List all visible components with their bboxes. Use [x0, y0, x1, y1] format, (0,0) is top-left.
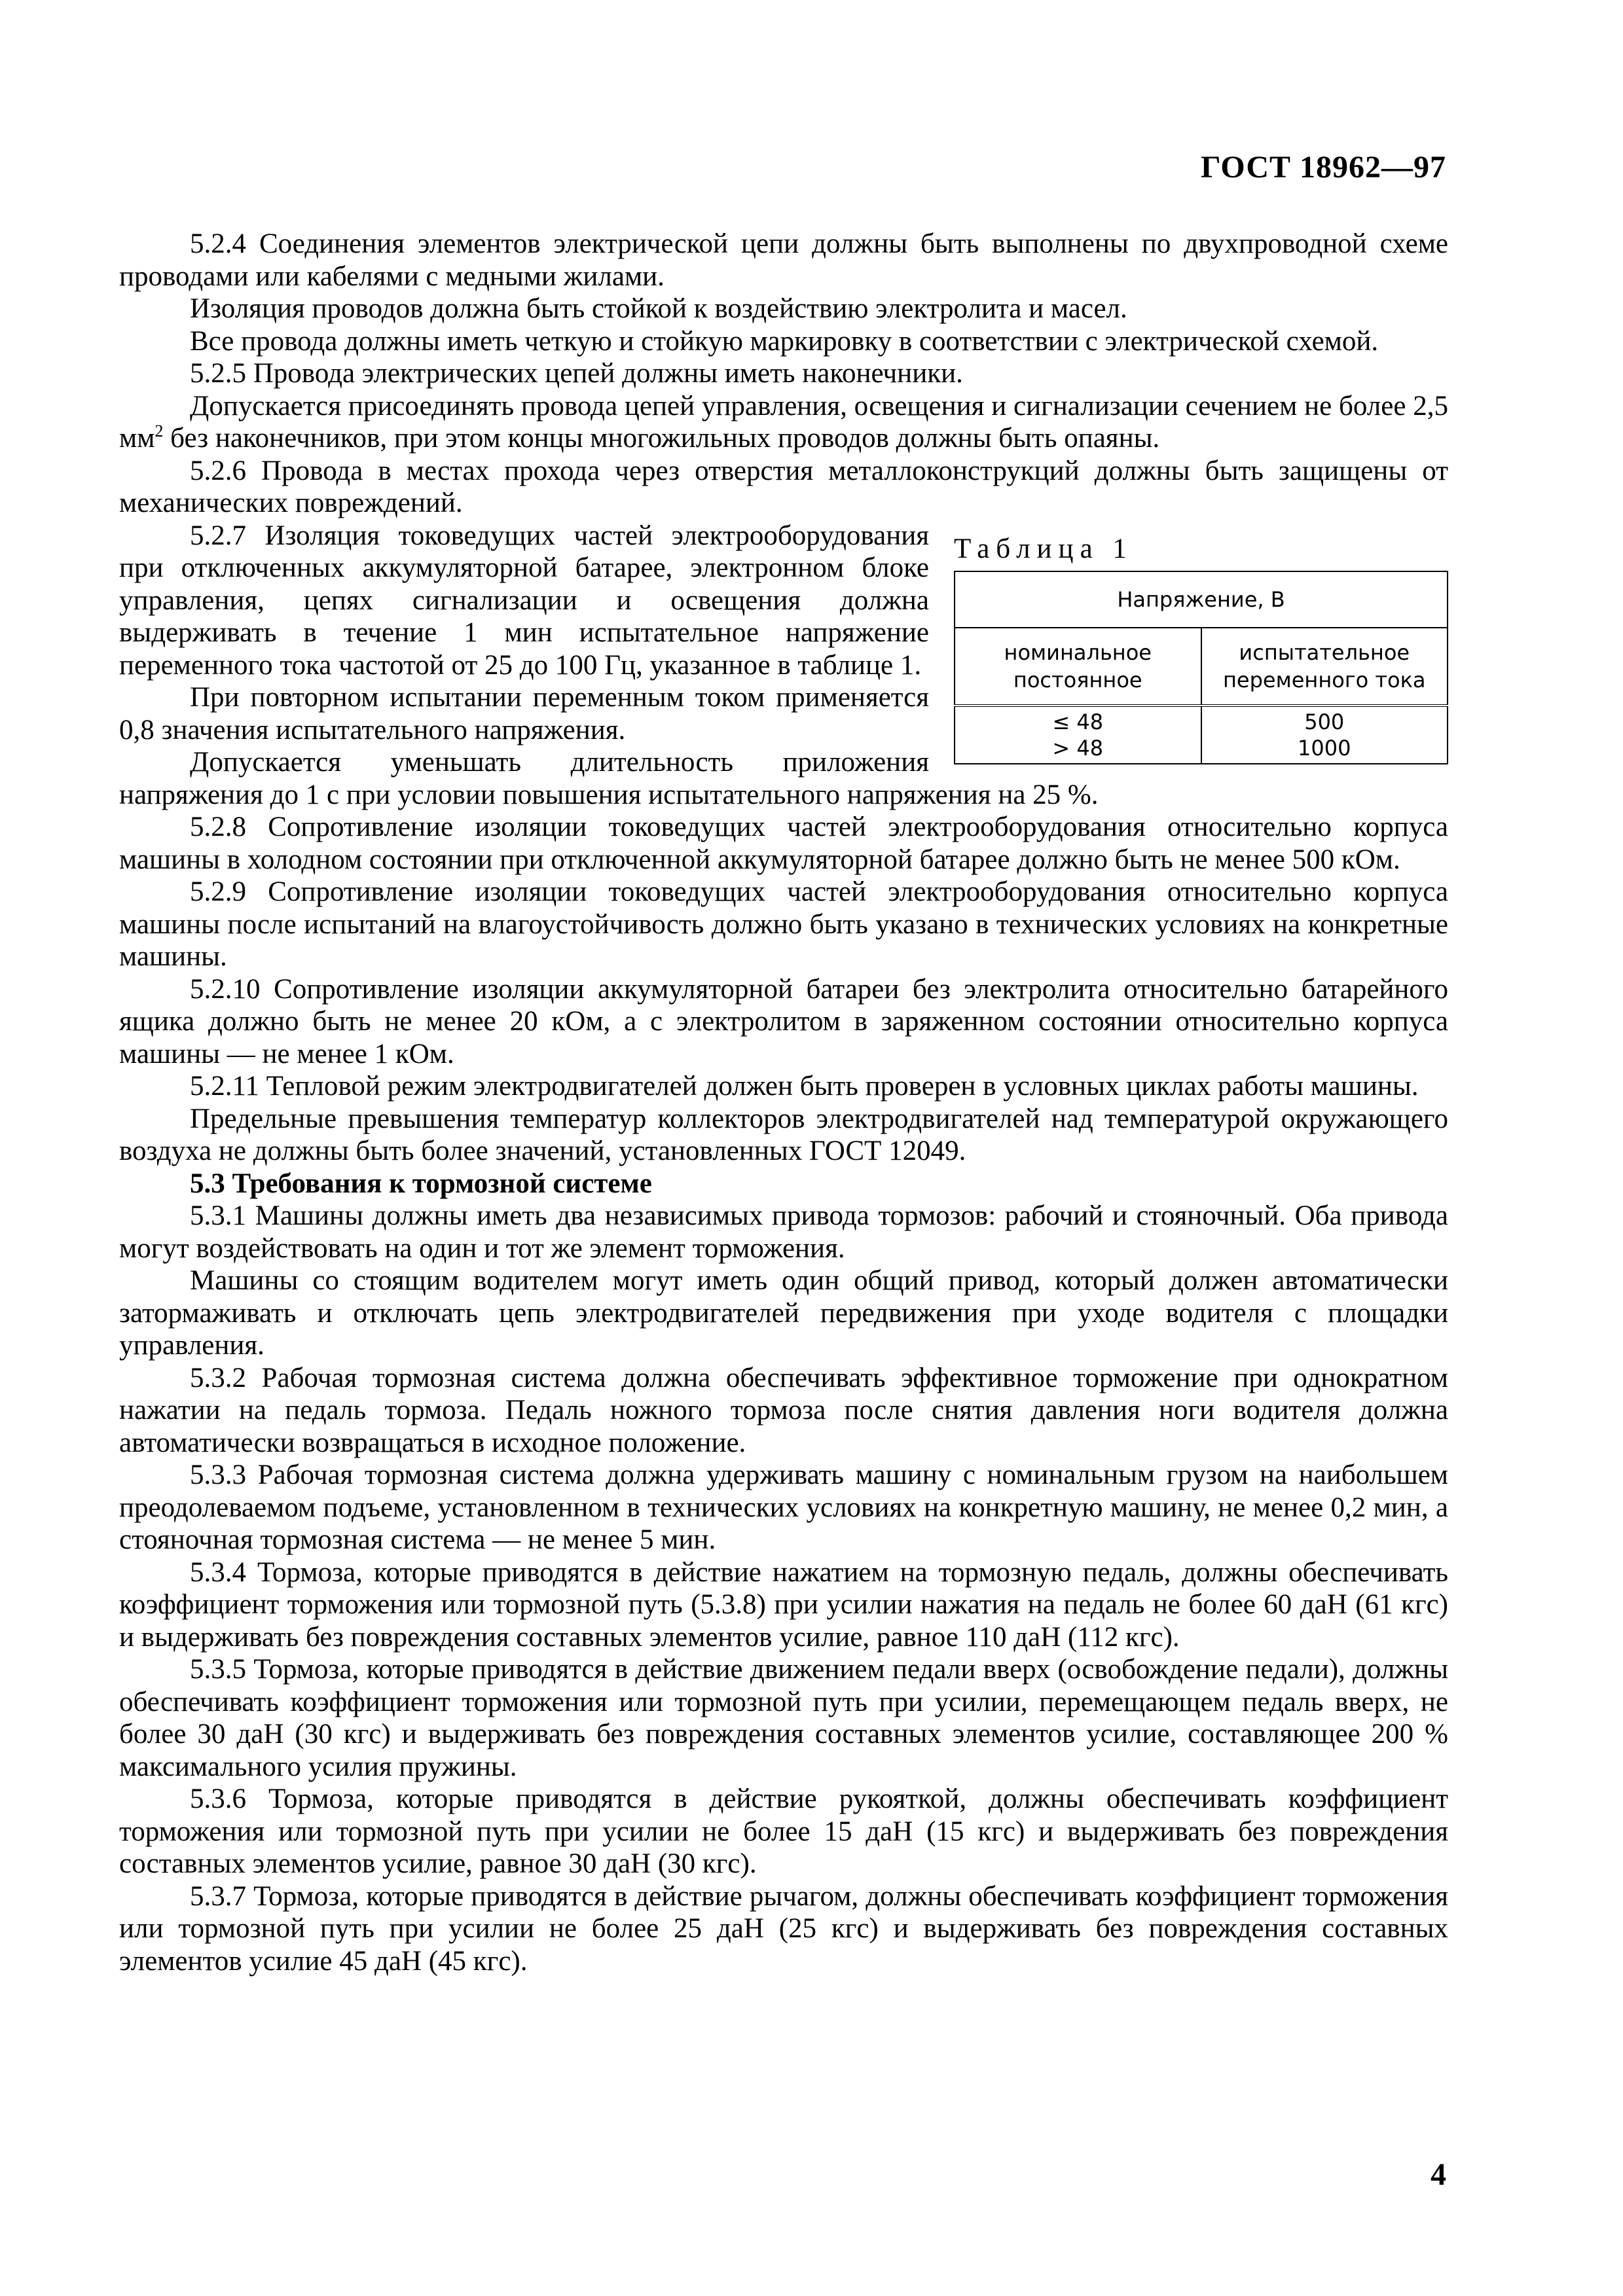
paragraph: 5.2.6 Провода в местах прохода через отверстия металлоконструкций должны быть защищены от механических повреждений.: [119, 455, 1448, 518]
paragraph: 5.2.5 Провода электрических цепей должны иметь наконечники.: [190, 358, 963, 389]
table-cell: ≤ 48: [1052, 709, 1104, 734]
table-cell: 1000: [1298, 735, 1351, 761]
paragraph: 5.3.1 Машины должны иметь два независимых привода тормозов: рабочий и стояночный. Оба привода могут воздействовать на один и тот же элемент торможения.: [119, 1200, 1448, 1264]
paragraph: 5.3.3 Рабочая тормозная система должна удерживать машину с номинальным грузом на наибольшем преодолеваемом подъеме, установленном в технических условиях на конкретную машину, не менее 0,2 мин, а стояночная тормозная система — не менее 5 мин.: [119, 1460, 1448, 1555]
document-header: ГОСТ 18962—97: [1201, 150, 1446, 185]
paragraph: 5.2.11 Тепловой режим электродвигателей должен быть проверен в условных циклах работы машины.: [190, 1071, 1419, 1102]
table-cell: 500: [1304, 709, 1345, 734]
paragraph: При повторном испытании переменным током применяется 0,8 значения испытательного напряжения.: [119, 682, 929, 745]
paragraph: Допускается уменьшать длительность приложения напряжения до 1 с при условии повышения испытательного напряжения на 25 %.: [119, 747, 1099, 810]
paragraph: 5.2.9 Сопротивление изоляции токоведущих частей электрооборудования относительно корпуса машины после испытаний на влагоустойчивость должно быть указано в технических условиях на конкретные машины.: [119, 876, 1448, 972]
section-heading: 5.3 Требования к тормозной системе: [190, 1168, 652, 1199]
table-header: Напряжение, В: [955, 571, 1448, 628]
paragraph-text: Допускается присоединять провода цепей управления, освещения и сигнализации сечением не более 2,5 мм: [119, 390, 1448, 454]
nominal-values: [955, 706, 1201, 764]
document-body: [119, 228, 1448, 1977]
paragraph: 5.3.5 Тормоза, которые приводятся в действие движением педали вверх (освобождение педали), должны обеспечивать коэффициент торможения или тормозной путь при усилии, перемещающем педаль вверх, не более 30 даН (30 кгс) и выдерживать без повреждения составных элементов усилие, составляющее 200 % максимального усилия пружины.: [119, 1654, 1448, 1782]
test-values: [1201, 706, 1448, 764]
table-caption: Таблица 1: [954, 533, 1133, 564]
paragraph-text: без наконечников, при этом концы многожильных проводов должны быть опаяны.: [163, 423, 1160, 454]
paragraph: 5.3.6 Тормоза, которые приводятся в действие рукояткой, должны обеспечивать коэффициент торможения или тормозной путь при усилии не более 15 даН (15 кгс) и выдерживать без повреждения составных элементов усилие, равное 30 даН (30 кгс).: [119, 1784, 1448, 1879]
superscript: 2: [155, 422, 164, 440]
paragraph: Машины со стоящим водителем могут иметь один общий привод, который должен автоматически затормаживать и отключать цепь электродвигателей передвижения при уходе водителя с площадки управления.: [119, 1265, 1448, 1361]
paragraph: 5.2.8 Сопротивление изоляции токоведущих частей электрооборудования относительно корпуса машины в холодном состоянии при отключенной аккумуляторной батарее должно быть не менее 500 кОм.: [119, 812, 1448, 875]
table-cell: > 48: [1052, 735, 1104, 761]
column-header-test: испытательное переменного тока: [1201, 628, 1448, 706]
page-number: 4: [1431, 2157, 1446, 2192]
paragraph: Предельные превышения температур коллекторов электродвигателей над температурой окружающего воздуха не должны быть более значений, установленных ГОСТ 12049.: [119, 1103, 1448, 1166]
paragraph: Изоляция проводов должна быть стойкой к воздействию электролита и масел.: [190, 293, 1127, 324]
paragraph: 5.2.4 Соединения элементов электрической цепи должны быть выполнены по двухпроводной схеме проводами или кабелями с медными жилами.: [119, 228, 1448, 292]
voltage-table: [954, 571, 1448, 764]
paragraph: [119, 390, 1448, 455]
paragraph: 5.2.7 Изоляция токоведущих частей электрооборудования при отключенных аккумуляторной батарее, электронном блоке управления, цепях сигнализации и освещения должна выдерживать в течение 1 мин испытательное напряжение переменного тока частотой от 25 до 100 Гц, указанное в таблице 1.: [119, 520, 929, 681]
paragraph: 5.2.10 Сопротивление изоляции аккумуляторной батареи без электролита относительно батарейного ящика должно быть не менее 20 кОм, а с электролитом в заряженном состоянии относительно корпуса машины — не менее 1 кОм.: [119, 973, 1448, 1069]
column-header-nominal: номинальное постоянное: [955, 628, 1201, 706]
paragraph: 5.3.7 Тормоза, которые приводятся в действие рычагом, должны обеспечивать коэффициент торможения или тормозной путь при усилии не более 25 даН (25 кгс) и выдерживать без повреждения составных элементов усилие 45 даН (45 кгс).: [119, 1880, 1448, 1977]
paragraph: 5.3.4 Тормоза, которые приводятся в действие нажатием на тормозную педаль, должны обеспечивать коэффициент торможения или тормозной путь (5.3.8) при усилии нажатия на педаль не более 60 даН (61 кгс) и выдерживать без повреждения составных элементов усилие, равное 110 даН (112 кгс).: [119, 1556, 1448, 1653]
paragraph: 5.3.2 Рабочая тормозная система должна обеспечивать эффективное торможение при однократном нажатии на педаль тормоза. Педаль ножного тормоза после снятия давления ноги водителя должна автоматически возвращаться в исходное положение.: [119, 1362, 1448, 1458]
table-1: [954, 520, 1448, 764]
paragraph: Все провода должны иметь четкую и стойкую маркировку в соответствии с электрической схемой.: [190, 325, 1379, 357]
